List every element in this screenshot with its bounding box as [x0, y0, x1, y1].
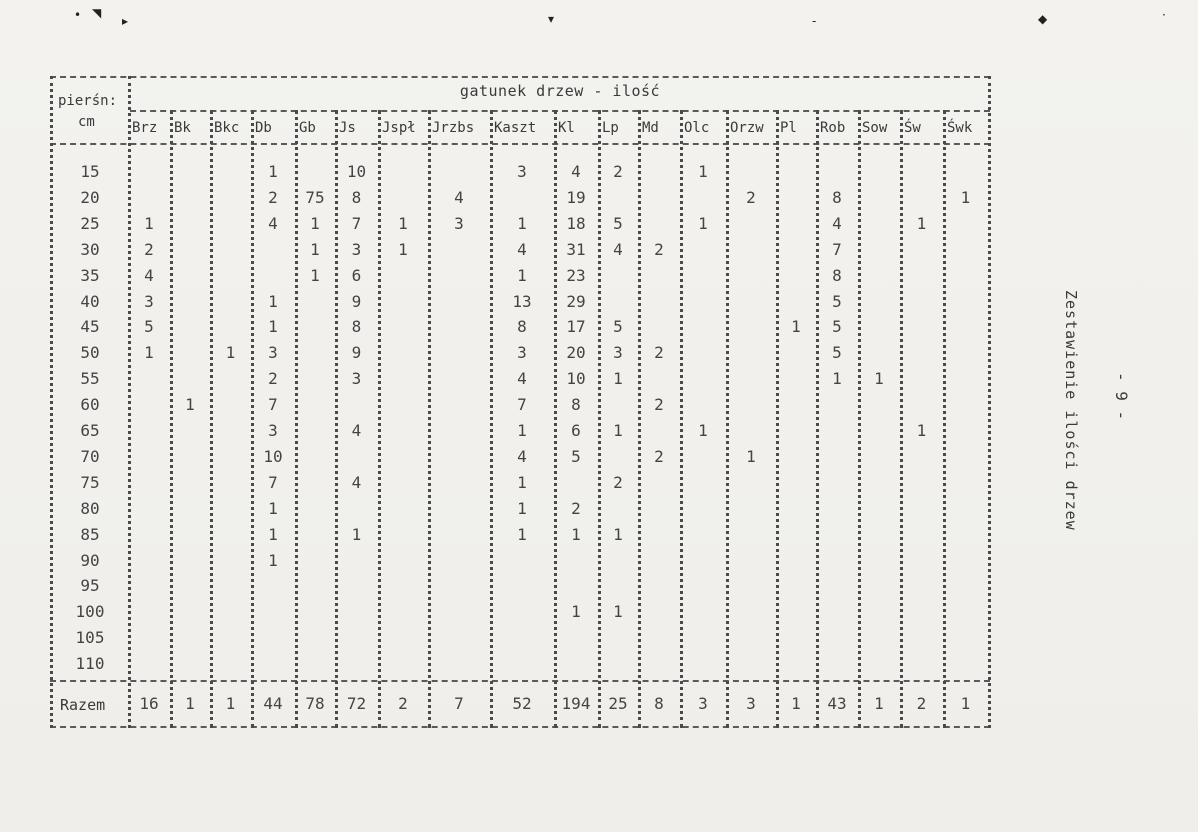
count-cell: 1: [517, 213, 527, 233]
count-cell: 10: [566, 369, 586, 389]
table-top-border: [50, 76, 990, 78]
total-cell: 1: [791, 694, 801, 713]
margin-mark: ◥: [92, 6, 102, 20]
count-cell: 3: [613, 343, 623, 363]
count-cell: 3: [454, 213, 464, 233]
species-header: Orzw: [730, 120, 764, 136]
count-cell: 3: [144, 291, 154, 311]
count-cell: 1: [225, 343, 236, 363]
count-cell: 1: [613, 602, 623, 622]
count-cell: 4: [144, 265, 154, 285]
count-cell: 1: [268, 317, 278, 337]
count-cell: 1: [517, 472, 527, 492]
species-header: Olc: [684, 120, 710, 136]
count-cell: 2: [268, 187, 278, 207]
diameter-label: 95: [80, 576, 100, 596]
species-header: Pl: [780, 120, 797, 136]
column-separator: [858, 110, 861, 728]
count-cell: 7: [517, 395, 527, 415]
count-cell: 2: [571, 498, 581, 518]
count-cell: 7: [351, 213, 362, 233]
column-separator: [638, 110, 641, 728]
count-cell: 75: [305, 187, 325, 207]
count-cell: 4: [832, 213, 842, 233]
count-cell: 5: [832, 317, 842, 337]
count-cell: 31: [566, 239, 586, 259]
species-header: Md: [642, 120, 659, 136]
count-cell: 1: [960, 187, 971, 207]
count-cell: 1: [874, 369, 884, 389]
count-cell: 1: [571, 602, 581, 622]
count-cell: 1: [310, 239, 320, 259]
count-cell: 2: [746, 187, 756, 207]
count-cell: 18: [566, 213, 586, 233]
count-cell: 1: [613, 369, 623, 389]
column-separator: [900, 110, 903, 728]
count-cell: 1: [746, 446, 756, 466]
count-cell: 7: [268, 395, 278, 415]
column-separator: [428, 110, 431, 728]
species-header: Bk: [174, 120, 191, 136]
count-cell: 1: [268, 524, 278, 544]
margin-mark: -: [812, 14, 817, 28]
col0-header-unit: cm: [78, 114, 95, 130]
column-separator: [50, 76, 53, 728]
count-cell: 1: [351, 524, 362, 544]
total-cell: 8: [654, 694, 664, 713]
diameter-label: 100: [75, 602, 105, 622]
count-cell: 2: [654, 239, 664, 259]
species-header: Kl: [558, 120, 575, 136]
count-cell: 2: [654, 446, 664, 466]
count-cell: 1: [398, 213, 408, 233]
count-cell: 8: [351, 187, 362, 207]
count-cell: 29: [566, 291, 586, 311]
count-cell: 20: [566, 343, 586, 363]
diameter-label: 50: [80, 343, 100, 363]
count-cell: 1: [144, 213, 154, 233]
count-cell: 1: [268, 162, 278, 181]
diameter-label: 110: [75, 654, 105, 674]
column-separator: [170, 110, 173, 728]
total-cell: 78: [305, 694, 325, 713]
tree-count-table: [50, 76, 992, 729]
count-cell: 2: [654, 395, 664, 415]
column-separator: [490, 110, 493, 728]
count-cell: 1: [268, 550, 278, 570]
total-cell: 194: [561, 694, 591, 713]
species-header: Śwk: [947, 120, 973, 136]
diameter-label: 45: [80, 317, 100, 337]
count-cell: 6: [571, 421, 581, 440]
count-cell: 1: [916, 421, 927, 440]
count-cell: 3: [268, 421, 278, 440]
diameter-label: 15: [80, 162, 100, 181]
count-cell: 1: [398, 239, 408, 259]
count-cell: 1: [613, 524, 623, 544]
column-separator: [128, 76, 131, 728]
margin-mark: •: [74, 8, 82, 22]
diameter-label: 70: [80, 446, 100, 466]
total-cell: 2: [398, 694, 408, 713]
count-cell: 4: [517, 369, 527, 389]
count-cell: 8: [832, 265, 842, 285]
count-cell: 8: [571, 395, 581, 415]
count-cell: 4: [268, 213, 278, 233]
count-cell: 4: [517, 239, 527, 259]
species-header: Św: [904, 120, 921, 136]
total-cell: 3: [746, 694, 756, 713]
total-cell: 52: [512, 694, 532, 713]
count-cell: 5: [832, 343, 842, 363]
table-bottom-border: [50, 726, 990, 728]
total-cell: 44: [263, 694, 283, 713]
count-cell: 1: [517, 265, 527, 285]
count-cell: 1: [144, 343, 154, 363]
total-cell: 1: [960, 694, 971, 713]
count-cell: 1: [571, 524, 581, 544]
count-cell: 3: [351, 369, 362, 389]
total-cell: 72: [346, 694, 367, 713]
total-cell: 25: [608, 694, 628, 713]
count-cell: 2: [613, 162, 623, 181]
column-separator: [598, 110, 601, 728]
diameter-label: 40: [80, 291, 100, 311]
count-cell: 1: [268, 498, 278, 518]
count-cell: 13: [512, 291, 532, 311]
count-cell: 1: [185, 395, 195, 415]
species-header: Jspł: [382, 120, 416, 136]
count-cell: 8: [517, 317, 527, 337]
diameter-label: 35: [80, 265, 100, 285]
count-cell: 3: [517, 162, 527, 181]
count-cell: 1: [310, 265, 320, 285]
total-cell: 2: [916, 694, 927, 713]
col0-header-label: pierśn:: [58, 93, 118, 109]
diameter-label: 55: [80, 369, 100, 389]
count-cell: 4: [613, 239, 623, 259]
species-header: Js: [339, 120, 356, 136]
count-cell: 9: [351, 343, 362, 363]
count-cell: 3: [351, 239, 362, 259]
count-cell: 4: [517, 446, 527, 466]
count-cell: 3: [517, 343, 527, 363]
count-cell: 1: [310, 213, 320, 233]
column-separator: [988, 76, 991, 728]
count-cell: 1: [916, 213, 927, 233]
diameter-label: 80: [80, 498, 100, 518]
count-cell: 7: [832, 239, 842, 259]
header-bottom-border: [50, 143, 990, 145]
count-cell: 1: [698, 421, 708, 440]
count-cell: 8: [832, 187, 842, 207]
total-cell: 3: [698, 694, 708, 713]
count-cell: 23: [566, 265, 586, 285]
diameter-label: 65: [80, 421, 100, 440]
count-cell: 5: [613, 317, 623, 337]
count-cell: 1: [832, 369, 842, 389]
diameter-label: 30: [80, 239, 100, 259]
count-cell: 2: [144, 239, 154, 259]
count-cell: 1: [517, 498, 527, 518]
count-cell: 1: [613, 421, 623, 440]
diameter-label: 105: [75, 628, 105, 648]
count-cell: 19: [566, 187, 586, 207]
column-separator: [726, 110, 729, 728]
count-cell: 4: [351, 472, 362, 492]
count-cell: 4: [351, 421, 362, 440]
count-cell: 7: [268, 472, 278, 492]
count-cell: 3: [268, 343, 278, 363]
count-cell: 10: [263, 446, 283, 466]
table-title: gatunek drzew - ilość: [459, 82, 661, 100]
species-header: Db: [255, 120, 272, 136]
count-cell: 1: [268, 291, 278, 311]
total-cell: 1: [185, 694, 195, 713]
column-separator: [378, 110, 381, 728]
species-header: Jrzbs: [432, 120, 475, 136]
count-cell: 5: [571, 446, 581, 466]
count-cell: 8: [351, 317, 362, 337]
diameter-label: 60: [80, 395, 100, 415]
margin-mark: ▾: [548, 12, 555, 26]
count-cell: 1: [698, 162, 708, 181]
count-cell: 1: [698, 213, 708, 233]
count-cell: 2: [268, 369, 278, 389]
count-cell: 17: [566, 317, 586, 337]
species-header: Lp: [602, 120, 619, 136]
count-cell: 10: [346, 162, 367, 181]
column-separator: [776, 110, 779, 728]
diameter-label: 85: [80, 524, 100, 544]
count-cell: 1: [791, 317, 801, 337]
count-cell: 5: [832, 291, 842, 311]
margin-mark: ▸: [122, 14, 129, 28]
species-header: Rob: [820, 120, 846, 136]
total-cell: 43: [827, 694, 847, 713]
species-header: Gb: [299, 120, 316, 136]
count-cell: 5: [144, 317, 154, 337]
count-cell: 1: [517, 421, 527, 440]
species-header: Sow: [862, 120, 888, 136]
column-separator: [680, 110, 683, 728]
species-header: Kaszt: [494, 120, 537, 136]
species-header: Bkc: [214, 120, 240, 136]
count-cell: 2: [654, 343, 664, 363]
total-cell: 1: [874, 694, 884, 713]
total-row-label: Razem: [60, 696, 106, 714]
species-header: Brz: [132, 120, 158, 136]
column-separator: [210, 110, 213, 728]
side-title: Zestawienie ilości drzew: [1062, 290, 1080, 531]
total-cell: 7: [454, 694, 464, 713]
margin-mark: ·: [1162, 8, 1166, 22]
total-cell: 1: [225, 694, 236, 713]
count-cell: 5: [613, 213, 623, 233]
count-cell: 9: [351, 291, 362, 311]
count-cell: 4: [571, 162, 581, 181]
count-cell: 6: [351, 265, 362, 285]
diameter-label: 20: [80, 187, 100, 207]
header-divider: [130, 110, 990, 112]
page-number: - 9 -: [1112, 372, 1131, 421]
diameter-label: 25: [80, 213, 100, 233]
count-cell: 2: [613, 472, 623, 492]
diameter-label: 90: [80, 550, 100, 570]
totals-top-border: [50, 680, 990, 682]
count-cell: 4: [454, 187, 464, 207]
margin-mark: ◆: [1038, 12, 1048, 26]
count-cell: 1: [517, 524, 527, 544]
diameter-label: 75: [80, 472, 100, 492]
total-cell: 16: [139, 694, 159, 713]
